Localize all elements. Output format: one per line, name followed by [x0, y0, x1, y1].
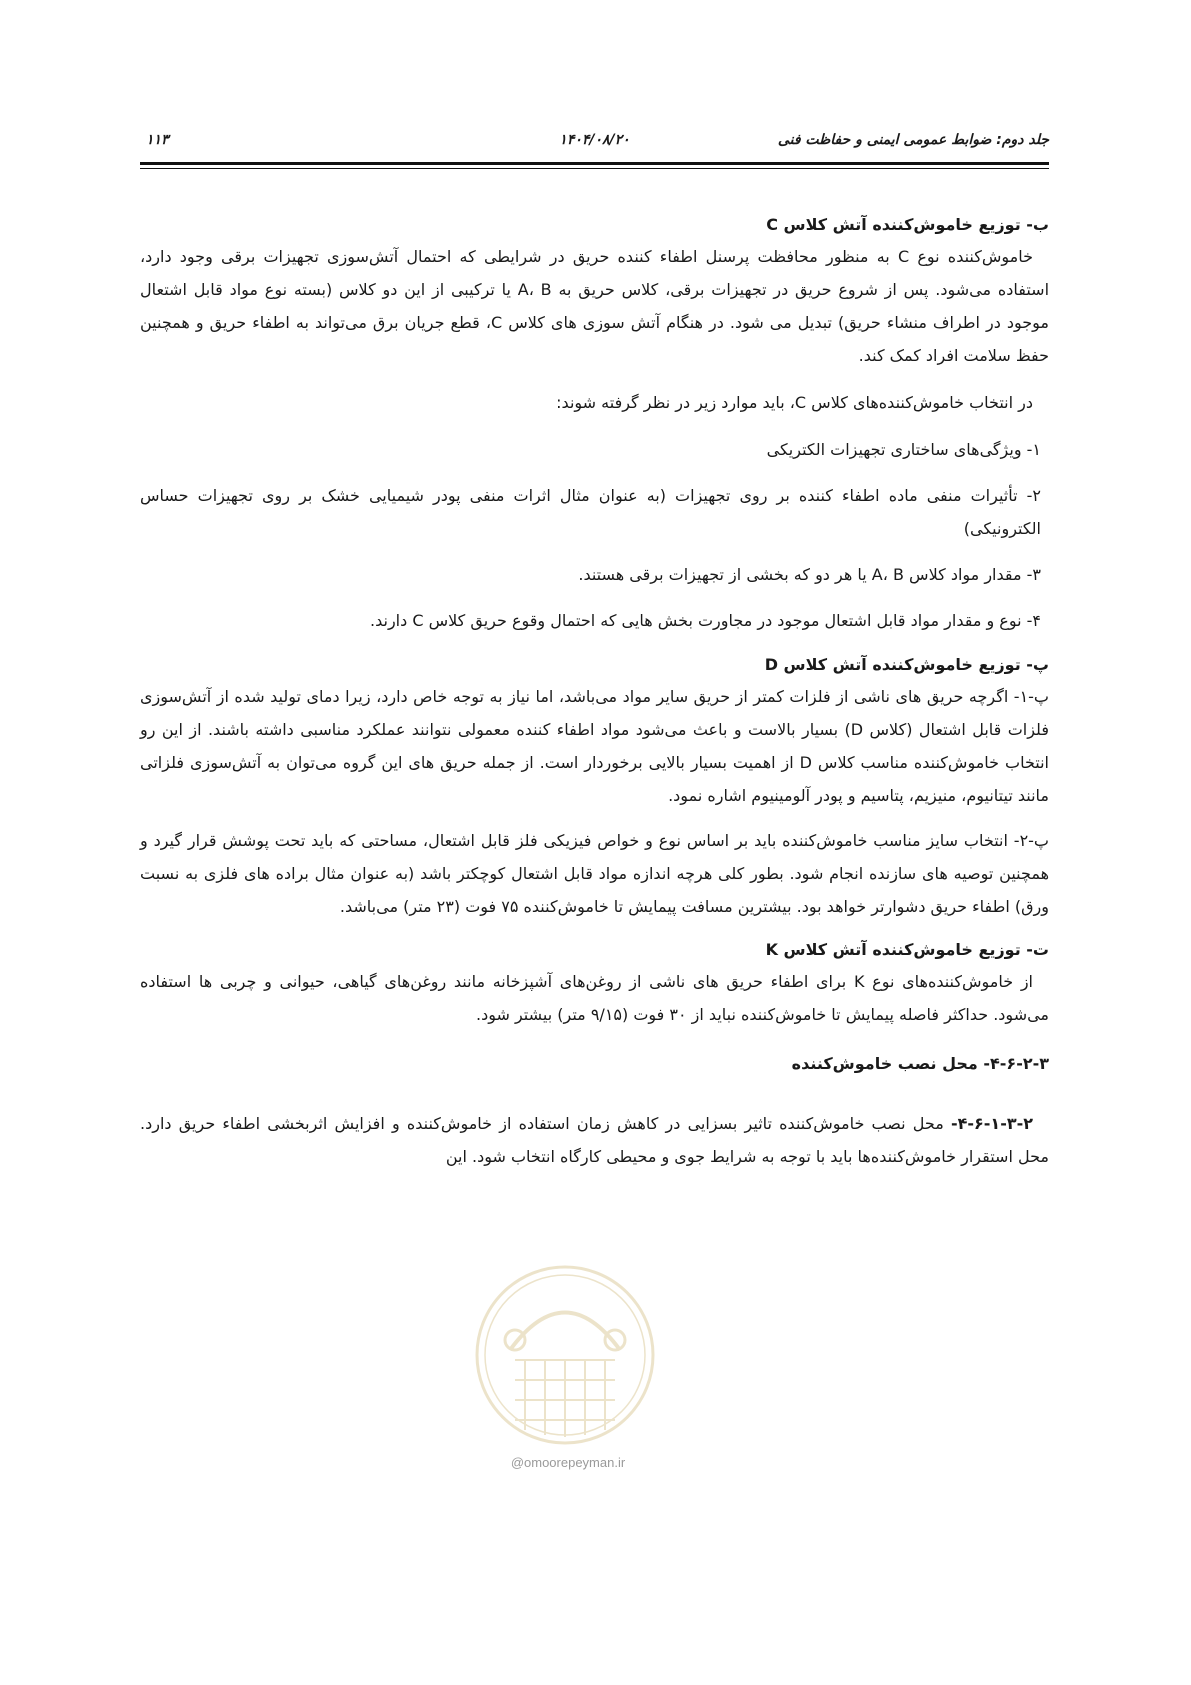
section-heading-class-c: ب- توزیع خاموش‌کننده آتش کلاس C — [766, 215, 1049, 234]
list-item: ۳- مقدار مواد کلاس A، B یا هر دو که بخشی از تجهیزات برقی هستند. — [578, 565, 1041, 584]
section-heading-installation: ۴-۶-۲-۳- محل نصب خاموش‌کننده — [791, 1054, 1049, 1073]
watermark-site: @omoorepeyman.ir — [510, 1455, 626, 1470]
section-heading-class-k: ت- توزیع خاموش‌کننده آتش کلاس K — [765, 940, 1049, 959]
section-heading-class-d: پ- توزیع خاموش‌کننده آتش کلاس D — [764, 655, 1049, 674]
running-header — [140, 128, 1049, 156]
header-rule-thin — [140, 168, 1049, 169]
paragraph-installation — [140, 1107, 1049, 1173]
list-item: ۴- نوع و مقدار مواد قابل اشتعال موجود در مجاورت بخش هایی که احتمال وقوع حریق کلاس C دارند. — [370, 611, 1041, 630]
paragraph-class-k: از خاموش‌کننده‌های نوع K برای اطفاء حریق های ناشی از روغن‌های آشپزخانه مانند روغن‌های گیاهی، حیوانی و چربی ها استفاده می‌شود. حداکثر فاصله پیمایش تا خاموش‌کننده نباید از ۳۰ فوت (۹/۱۵ متر) بیشتر شود. — [140, 972, 1049, 1024]
clause-number: ۴-۶-۱-۳-۲- — [950, 1114, 1033, 1133]
paragraph-class-d-2: پ-۲- انتخاب سایز مناسب خاموش‌کننده باید بر اساس نوع و خواص فیزیکی فلز قابل اشتعال، مساحتی که باید تحت پوشش قرار گیرد و همچنین توصیه های سازنده انجام شود. بطور کلی هرچه اندازه مواد قابل اشتعال کوچکتر باشد (به عنوان مثال براده های فلزی به نسبت ورق) اطفاء حریق دشوارتر خواهد بود. بیشترین مسافت پیمایش تا خاموش‌کننده ۷۵ فوت (۲۳ متر) می‌باشد. — [140, 831, 1049, 916]
paragraph-class-d-1: پ-۱- اگرچه حریق های ناشی از فلزات کمتر از حریق سایر مواد می‌باشد، اما نیاز به توجه خاص دارد، زیرا دمای تولید شده از آتش‌سوزی فلزات قابل اشتعال (کلاس D) بسیار بالاست و باعث می‌شود مواد اطفاء کننده معمولی نتوانند عملکرد مناسبی داشته باشند. از این رو انتخاب خاموش‌کننده مناسب کلاس D از اهمیت بسیار بالایی برخوردار است. از جمله حریق های این گروه می‌توان به آتش‌سوزی فلزاتی مانند تیتانیوم، منیزیم، پتاسیم و پودر آلومینیوم اشاره نمود. — [140, 687, 1049, 805]
header-date: ۱۴۰۴/۰۸/۲۰ — [559, 132, 630, 148]
list-item: ۱- ویژگی‌های ساختاری تجهیزات الکتریکی — [766, 440, 1041, 459]
list-item: ۲- تأثیرات منفی ماده اطفاء کننده بر روی تجهیزات (به عنوان مثال اثرات منفی پودر شیمیایی خشک بر روی تجهیزات حساس الکترونیکی) — [140, 486, 1041, 538]
page-number: ۱۱۳ — [146, 132, 169, 148]
document-page — [140, 0, 1049, 1685]
paragraph-class-c-criteria: در انتخاب خاموش‌کننده‌های کلاس C، باید موارد زیر در نظر گرفته شوند: — [556, 393, 1033, 412]
clause-text: محل نصب خاموش‌کننده تاثیر بسزایی در کاهش زمان استفاده از خاموش‌کننده و افزایش اثربخشی اطفاء حریق دارد. محل استقرار خاموش‌کننده‌ها باید با توجه به شرایط جوی و محیطی کارگاه انتخاب شود. این — [140, 1114, 1049, 1166]
page-body — [140, 210, 1049, 1173]
header-rule-thick — [140, 162, 1049, 165]
header-title: جلد دوم: ضوابط عمومی ایمنی و حفاظت فنی — [777, 132, 1049, 148]
paragraph-class-c: خاموش‌کننده نوع C به منظور محافظت پرسنل اطفاء کننده حریق در شرایطی که احتمال آتش‌سوزی تجهیزات برقی وجود دارد، استفاده می‌شود. پس از شروع حریق در تجهیزات برقی، کلاس حریق به A، B یا ترکیبی از این دو کلاس (بسته نوع مواد قابل اشتعال موجود در اطراف منشاء حریق) تبدیل می شود. در هنگام آتش سوزی های کلاس C، قطع جریان برق می‌تواند به اطفاء حریق و همچنین حفظ سلامت افراد کمک کند. — [140, 247, 1050, 365]
